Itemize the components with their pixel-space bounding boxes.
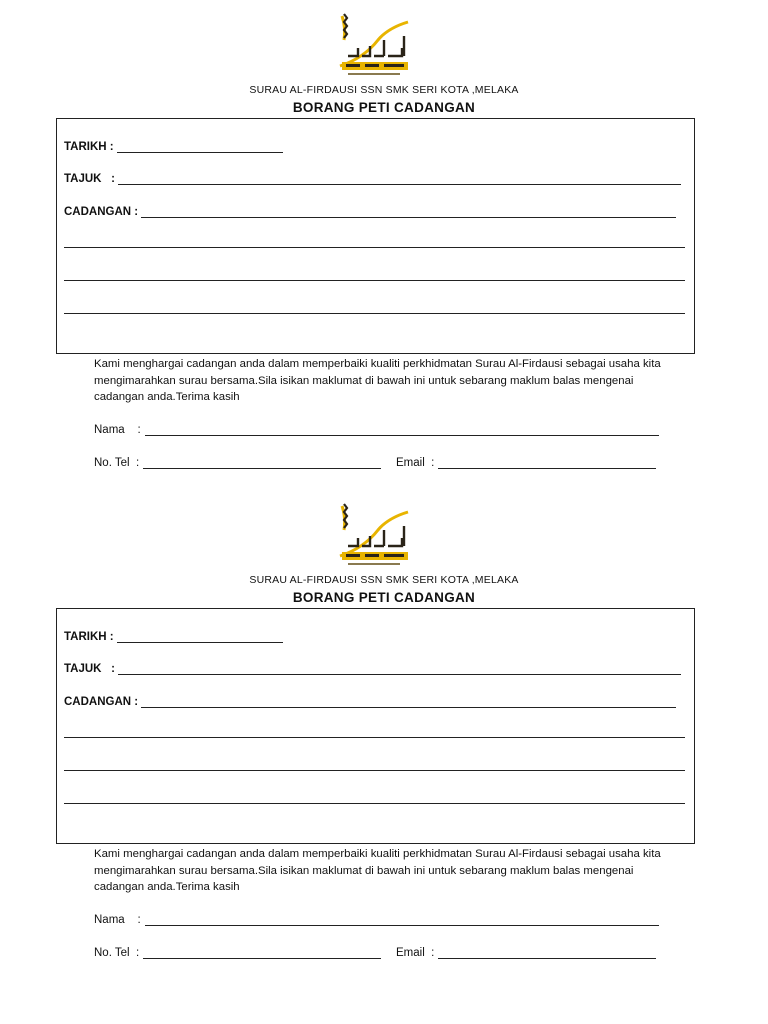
email-row — [396, 453, 656, 469]
cadangan-row — [64, 692, 676, 708]
cadangan-extra-line[interactable] — [64, 770, 685, 771]
tel-label: No. Tel : — [94, 947, 140, 959]
surau-logo — [334, 500, 414, 570]
tajuk-input-line[interactable] — [118, 662, 681, 675]
email-input-line[interactable] — [438, 456, 656, 469]
nama-row — [94, 910, 659, 926]
nama-label: Nama : — [94, 914, 141, 926]
email-label: Email : — [396, 457, 435, 469]
cadangan-row — [64, 202, 676, 218]
tajuk-label: TAJUK : — [64, 663, 115, 675]
appreciation-note: Kami menghargai cadangan anda dalam memperbaiki kualiti perkhidmatan Surau Al-Firdausi sebagai usaha kita mengimarahkan surau bersama.Sila isikan maklumat di bawah ini untuk sebarang maklum balas mengenai cadangan anda.Terima kasih — [94, 358, 661, 403]
cadangan-input-line[interactable] — [141, 695, 676, 708]
tel-row — [94, 453, 381, 469]
tel-row — [94, 943, 381, 959]
tajuk-input-line[interactable] — [118, 172, 681, 185]
school-name: SURAU AL-FIRDAUSI SSN SMK SERI KOTA ,MELAKA — [249, 574, 519, 586]
appreciation-note: Kami menghargai cadangan anda dalam memperbaiki kualiti perkhidmatan Surau Al-Firdausi sebagai usaha kita mengimarahkan surau bersama.Sila isikan maklumat di bawah ini untuk sebarang maklum balas mengenai cadangan anda.Terima kasih — [94, 848, 661, 893]
cadangan-input-line[interactable] — [141, 205, 676, 218]
email-input-line[interactable] — [438, 946, 656, 959]
school-name: SURAU AL-FIRDAUSI SSN SMK SERI KOTA ,MELAKA — [249, 84, 519, 96]
tarikh-label: TARIKH : — [64, 141, 114, 153]
email-label: Email : — [396, 947, 435, 959]
cadangan-extra-line[interactable] — [64, 280, 685, 281]
cadangan-extra-line[interactable] — [64, 803, 685, 804]
tajuk-row — [64, 169, 681, 185]
cadangan-extra-line[interactable] — [64, 313, 685, 314]
nama-input-line[interactable] — [145, 913, 659, 926]
form-title: BORANG PETI CADANGAN — [292, 590, 476, 605]
email-row — [396, 943, 656, 959]
tel-input-line[interactable] — [143, 946, 381, 959]
surau-logo — [334, 10, 414, 80]
cadangan-extra-line[interactable] — [64, 247, 685, 248]
suggestion-box — [56, 608, 695, 844]
tarikh-row — [64, 627, 283, 643]
cadangan-extra-line[interactable] — [64, 737, 685, 738]
cadangan-label: CADANGAN : — [64, 696, 139, 708]
nama-input-line[interactable] — [145, 423, 659, 436]
tarikh-input-line[interactable] — [117, 140, 283, 153]
tajuk-row — [64, 659, 681, 675]
suggestion-box — [56, 118, 695, 354]
nama-row — [94, 420, 659, 436]
tel-input-line[interactable] — [143, 456, 381, 469]
tarikh-input-line[interactable] — [117, 630, 283, 643]
tarikh-label: TARIKH : — [64, 631, 114, 643]
nama-label: Nama : — [94, 424, 141, 436]
cadangan-label: CADANGAN : — [64, 206, 139, 218]
form-title: BORANG PETI CADANGAN — [292, 100, 476, 115]
tarikh-row — [64, 137, 283, 153]
tel-label: No. Tel : — [94, 457, 140, 469]
tajuk-label: TAJUK : — [64, 173, 115, 185]
